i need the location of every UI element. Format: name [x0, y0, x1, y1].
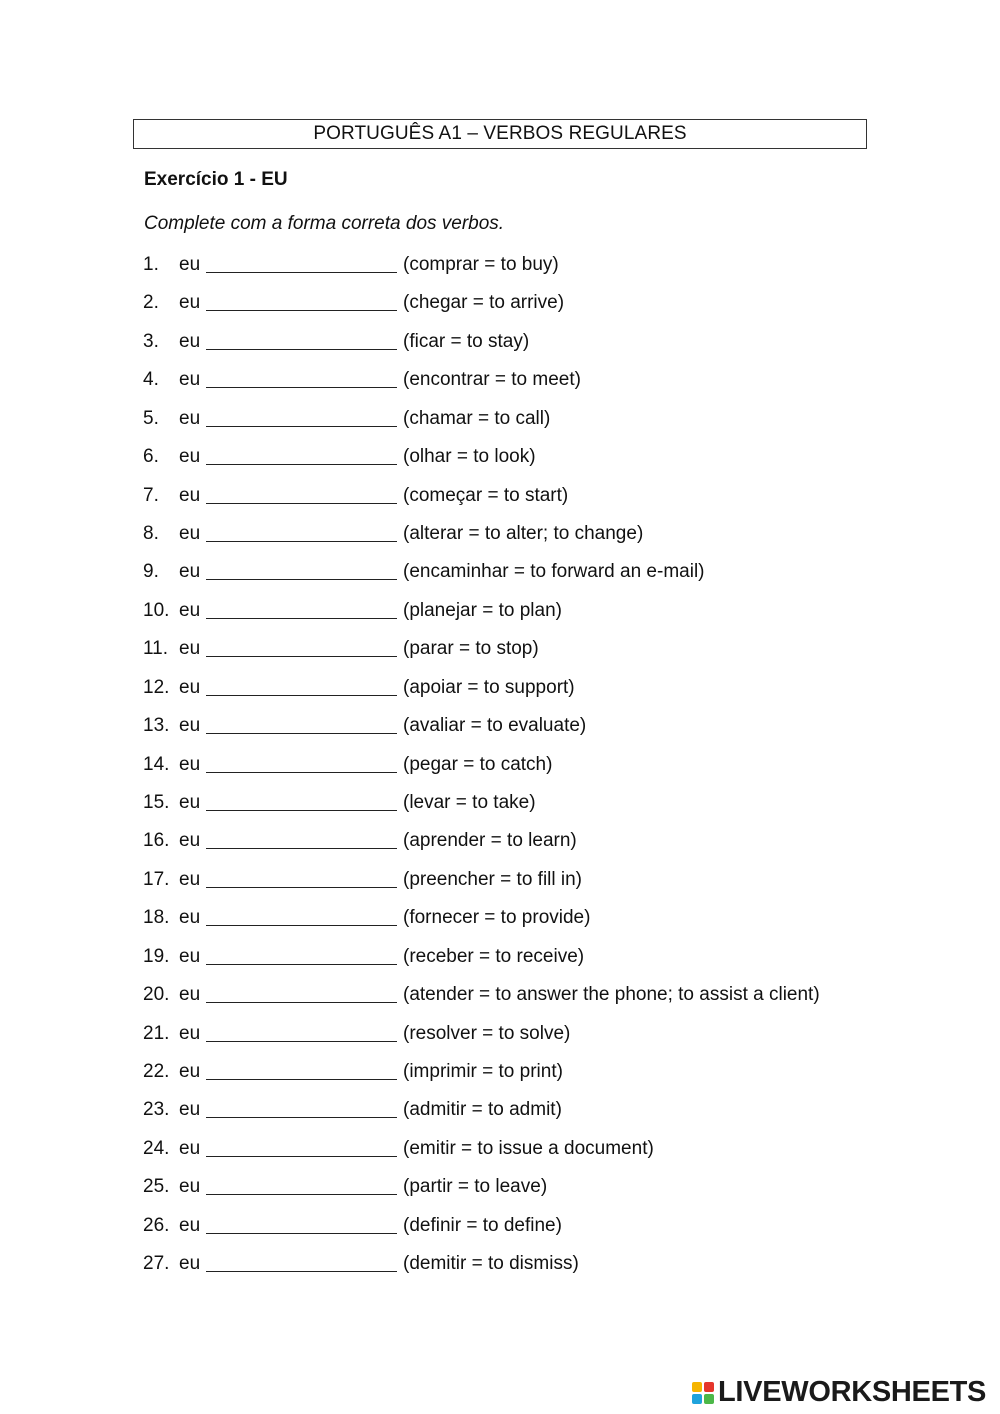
item-pronoun: eu [179, 330, 201, 352]
item-verb-hint: (demitir = to dismiss) [403, 1253, 579, 1275]
exercise-item [0, 559, 1000, 585]
item-number: 17. [143, 868, 170, 890]
item-verb-hint: (pegar = to catch) [403, 753, 553, 775]
exercise-item [0, 636, 1000, 662]
item-verb-hint: (admitir = to admit) [403, 1099, 562, 1121]
exercise-item [0, 790, 1000, 816]
answer-blank[interactable] [206, 695, 397, 696]
exercise-item [0, 521, 1000, 547]
answer-blank[interactable] [206, 733, 397, 734]
item-number: 24. [143, 1137, 170, 1159]
exercise-item [0, 1174, 1000, 1200]
item-number: 22. [143, 1061, 170, 1083]
item-number: 20. [143, 984, 170, 1006]
item-verb-hint: (chamar = to call) [403, 407, 551, 429]
item-number: 5. [143, 407, 159, 429]
exercise-item [0, 867, 1000, 893]
answer-blank[interactable] [206, 387, 397, 388]
item-pronoun: eu [179, 792, 201, 814]
exercise-item [0, 598, 1000, 624]
item-pronoun: eu [179, 484, 201, 506]
answer-blank[interactable] [206, 925, 397, 926]
item-verb-hint: (olhar = to look) [403, 446, 536, 468]
answer-blank[interactable] [206, 541, 397, 542]
item-pronoun: eu [179, 868, 201, 890]
item-pronoun: eu [179, 753, 201, 775]
item-number: 7. [143, 484, 159, 506]
item-verb-hint: (atender = to answer the phone; to assist a client) [403, 984, 820, 1006]
exercise-item [0, 1213, 1000, 1239]
item-pronoun: eu [179, 369, 201, 391]
item-pronoun: eu [179, 561, 201, 583]
item-verb-hint: (encaminhar = to forward an e-mail) [403, 561, 705, 583]
exercise-item [0, 828, 1000, 854]
item-verb-hint: (resolver = to solve) [403, 1022, 571, 1044]
exercise-item [0, 713, 1000, 739]
worksheet-title: PORTUGUÊS A1 – VERBOS REGULARES [313, 123, 687, 144]
exercise-heading: Exercício 1 - EU [144, 169, 288, 190]
item-number: 15. [143, 792, 170, 814]
answer-blank[interactable] [206, 310, 397, 311]
item-number: 1. [143, 254, 159, 275]
item-number: 9. [143, 561, 159, 583]
item-pronoun: eu [179, 1061, 201, 1083]
item-number: 23. [143, 1099, 170, 1121]
item-number: 6. [143, 446, 159, 468]
answer-blank[interactable] [206, 1002, 397, 1003]
answer-blank[interactable] [206, 1271, 397, 1272]
exercise-item [0, 483, 1000, 509]
item-pronoun: eu [179, 830, 201, 852]
item-verb-hint: (parar = to stop) [403, 638, 539, 660]
exercise-item [0, 290, 1000, 316]
item-number: 2. [143, 292, 159, 314]
answer-blank[interactable] [206, 272, 397, 273]
item-pronoun: eu [179, 638, 201, 660]
exercise-item [0, 944, 1000, 970]
item-pronoun: eu [179, 292, 201, 314]
item-pronoun: eu [179, 407, 201, 429]
exercise-item [0, 982, 1000, 1008]
item-pronoun: eu [179, 1137, 201, 1159]
item-pronoun: eu [179, 599, 201, 621]
item-verb-hint: (encontrar = to meet) [403, 369, 581, 391]
item-verb-hint: (imprimir = to print) [403, 1061, 563, 1083]
item-verb-hint: (alterar = to alter; to change) [403, 523, 644, 544]
exercise-item [0, 406, 1000, 432]
item-number: 11. [143, 638, 169, 660]
exercise-item [0, 1251, 1000, 1277]
worksheet-title-box [133, 119, 867, 149]
item-verb-hint: (levar = to take) [403, 792, 536, 814]
item-verb-hint: (planejar = to plan) [403, 599, 562, 621]
answer-blank[interactable] [206, 503, 397, 504]
answer-blank[interactable] [206, 1117, 397, 1118]
item-verb-hint: (comprar = to buy) [403, 254, 559, 275]
item-number: 19. [143, 945, 170, 967]
answer-blank[interactable] [206, 1233, 397, 1234]
answer-blank[interactable] [206, 1041, 397, 1042]
answer-blank[interactable] [206, 656, 397, 657]
answer-blank[interactable] [206, 964, 397, 965]
item-number: 21. [143, 1022, 170, 1044]
item-verb-hint: (aprender = to learn) [403, 830, 577, 852]
item-number: 14. [143, 753, 170, 775]
item-verb-hint: (preencher = to fill in) [403, 868, 582, 890]
item-pronoun: eu [179, 254, 201, 275]
item-number: 4. [143, 369, 159, 391]
item-number: 25. [143, 1176, 170, 1198]
item-number: 10. [143, 599, 170, 621]
item-pronoun: eu [179, 446, 201, 468]
exercise-item [0, 329, 1000, 355]
logo-text: LIVEWORKSHEETS [718, 1376, 987, 1408]
exercise-item [0, 252, 1000, 278]
instructions-text: Complete com a forma correta dos verbos. [144, 213, 505, 234]
exercise-item [0, 1059, 1000, 1085]
exercise-item [0, 905, 1000, 931]
item-verb-hint: (começar = to start) [403, 484, 569, 506]
answer-blank[interactable] [206, 810, 397, 811]
exercise-item [0, 1097, 1000, 1123]
item-number: 27. [143, 1253, 170, 1275]
exercise-item [0, 675, 1000, 701]
item-pronoun: eu [179, 715, 201, 737]
answer-blank[interactable] [206, 464, 397, 465]
answer-blank[interactable] [206, 1194, 397, 1195]
answer-blank[interactable] [206, 1079, 397, 1080]
item-pronoun: eu [179, 523, 201, 544]
exercise-item [0, 752, 1000, 778]
item-number: 8. [143, 523, 159, 544]
item-number: 13. [143, 715, 170, 737]
answer-blank[interactable] [206, 887, 397, 888]
item-pronoun: eu [179, 1022, 201, 1044]
item-pronoun: eu [179, 676, 201, 698]
item-verb-hint: (chegar = to arrive) [403, 292, 565, 314]
item-pronoun: eu [179, 1176, 201, 1198]
answer-blank[interactable] [206, 848, 397, 849]
item-pronoun: eu [179, 1099, 201, 1121]
item-verb-hint: (apoiar = to support) [403, 676, 575, 698]
exercise-item [0, 1136, 1000, 1162]
item-verb-hint: (avaliar = to evaluate) [403, 715, 587, 737]
item-number: 26. [143, 1214, 170, 1236]
item-pronoun: eu [179, 1253, 201, 1275]
item-verb-hint: (partir = to leave) [403, 1176, 548, 1198]
item-pronoun: eu [179, 945, 201, 967]
answer-blank[interactable] [206, 618, 397, 619]
item-verb-hint: (fornecer = to provide) [403, 907, 591, 929]
liveworksheets-mark-icon [692, 1382, 714, 1404]
answer-blank[interactable] [206, 772, 397, 773]
item-number: 16. [143, 830, 170, 852]
exercise-item [0, 1021, 1000, 1047]
item-pronoun: eu [179, 984, 201, 1006]
answer-blank[interactable] [206, 349, 397, 350]
answer-blank[interactable] [206, 426, 397, 427]
item-verb-hint: (receber = to receive) [403, 945, 585, 967]
item-verb-hint: (ficar = to stay) [403, 330, 530, 352]
item-number: 3. [143, 330, 159, 352]
answer-blank[interactable] [206, 579, 397, 580]
answer-blank[interactable] [206, 1156, 397, 1157]
exercise-item [0, 367, 1000, 393]
item-number: 12. [143, 676, 170, 698]
item-verb-hint: (definir = to define) [403, 1214, 562, 1236]
item-number: 18. [143, 907, 170, 929]
item-pronoun: eu [179, 907, 201, 929]
item-verb-hint: (emitir = to issue a document) [403, 1137, 654, 1159]
item-pronoun: eu [179, 1214, 201, 1236]
exercise-item [0, 444, 1000, 470]
liveworksheets-logo [692, 1376, 986, 1409]
